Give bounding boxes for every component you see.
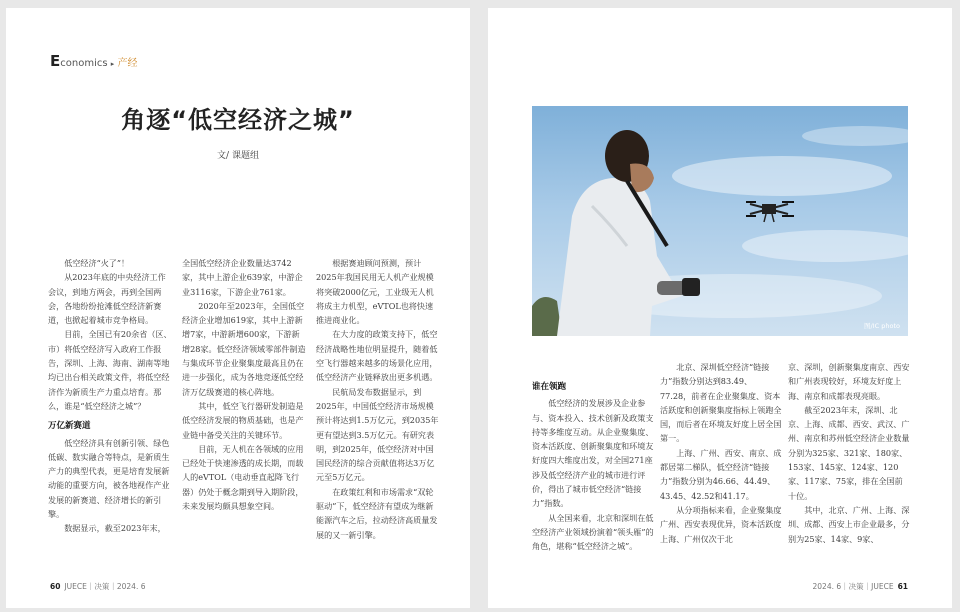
paragraph: 在大力度的政策支持下，低空经济战略性地位明显提升，随着低空飞行器越来越多的场景化应用，低空经济产业链释放出更多机遇。 (316, 329, 438, 383)
paragraph: 上海、广州、西安、南京、成都居第二梯队，低空经济“链接力”指数分别为46.66、44.49、43.45、42.52和41.17。 (660, 447, 782, 501)
section-name: conomics (60, 58, 108, 69)
paragraph: 低空经济“火了”！ (64, 258, 130, 268)
right-footer (813, 581, 908, 592)
drone-shape (746, 202, 794, 222)
subheading: 谁在领跑 (532, 382, 567, 392)
paragraph: 在政策红利和市场需求“双轮驱动”下，低空经济有望成为继新能源汽车之后，拉动经济高质量发展的又一新引擎。 (316, 486, 438, 540)
paragraph: 京、深圳，创新聚集度南京、西安和广州表现较好，环境友好度上海、南京和成都表现亮眼。 (788, 362, 910, 401)
footer-text: JUECE｜决策｜2024. 6 (64, 582, 146, 591)
section-header (50, 52, 137, 70)
left-column-1 (48, 256, 172, 536)
left-footer (50, 581, 145, 592)
paragraph: 目前，无人机在各领域的应用已经处于快速渗透的成长期，而载人的eVTOL（电动垂直起降飞行器）仍处于概念期到导入期阶段，未来发展均颇具想象空间。 (182, 443, 304, 512)
paragraph: 民航局发布数据显示，到2025年，中国低空经济市场规模预计将达到1.5万亿元，到2035年更有望达到3.5万亿元。有研究表明，到2025年，低空经济对中国国民经济的综合贡献值将达3万亿元至5万亿元。 (316, 386, 439, 483)
right-page (488, 8, 952, 608)
paragraph: 低空经济具有创新引领、绿色低碳、数实融合等特点，是新质生产力的典型代表，更是培育发展新动能的重要方向，被各地视作产业发展的新赛道、经济增长的新引擎。 (48, 437, 170, 520)
paragraph: 截至2023年末，深圳、北京、上海、成都、西安、武汉、广州、南京和苏州低空经济企业数量分别为325家、321家、180家、153家、145家、124家、120家、117家、75家，排在全国前十位。 (788, 404, 910, 501)
paragraph: 从分项指标来看，企业聚集度广州、西安表现优异，资本活跃度上海、广州仅次于北 (660, 504, 782, 544)
photo-credit: 图/IC photo (864, 322, 900, 330)
subheading: 万亿新赛道 (48, 421, 91, 432)
paragraph: 目前，全国已有20余省（区、市）将低空经济写入政府工作报告，深圳、上海、海南、湖南等地均已出台相关政策文件，将低空经济作为新质生产力重点培育。那么，谁是“低空经济之城”？ (48, 329, 172, 411)
paragraph: 北京、深圳低空经济“链接力”指数分别达到83.49、77.28，前者在企业聚集度、资本活跃度和创新聚集度指标上领跑全国，而后者在环境友好度上居全国第一。 (660, 362, 782, 444)
byline: 文/ 课题组 (217, 151, 259, 161)
right-column-1 (532, 374, 654, 554)
left-page (6, 8, 470, 608)
paragraph: 全国低空经济企业数量达3742家，其中上游企业639家，中游企业3116家，下游企业761家。 (182, 258, 303, 297)
right-column-3 (788, 360, 910, 546)
drone-photo (532, 106, 908, 336)
section-arrow-icon: ▸ (110, 60, 115, 68)
section-tag: 产经 (117, 58, 138, 69)
right-column-2 (660, 360, 782, 546)
paragraph: 低空经济的发展涉及企业参与、资本投入、技术创新及政策支持等多维度互动。从企业聚集度、资本活跃度、创新聚集度和环境友好度四大维度出发，对全国271座涉及低空经济产业的城市进行评价，得出了城市低空经济“链接力”指数。 (532, 398, 654, 509)
paragraph: 其中，低空飞行器研发制造是低空经济发展的物质基础，也是产业链中备受关注的关键环节。 (182, 400, 304, 440)
page-number: 60 (50, 582, 61, 591)
paragraph: 从全国来看，北京和深圳在低空经济产业领域扮演着“领头雁”的角色，堪称“低空经济之城”。 (532, 512, 654, 552)
section-letter: E (50, 52, 61, 70)
footer-text: 2024. 6｜决策｜JUECE (812, 582, 894, 591)
left-column-2 (182, 256, 306, 513)
page-number: 61 (897, 582, 908, 591)
paragraph: 其中，北京、广州、上海、深圳、成都、西安上市企业最多，分别为25家、14家、9家、 (788, 504, 910, 544)
paragraph: 从2023年底的中央经济工作会议，到地方两会，再到全国两会，各地纷纷抢滩低空经济新赛道，也掀起着城市竞争格局。 (48, 272, 166, 326)
article-title: 角逐“低空经济之城” (121, 106, 355, 134)
left-column-3 (316, 256, 440, 542)
photo-illustration (532, 106, 908, 336)
paragraph: 根据赛迪顾问预测，预计2025年我国民用无人机产业规模将突破2000亿元，工业级无人机将成主力机型，eVTOL也将快速推进商业化。 (316, 258, 434, 326)
paragraph: 2020年至2023年，全国低空经济企业增加619家，其中上游新增7家，中游新增600家，下游新增28家。低空经济领域零部件制造与集成环节企业聚集度最高且仍在进一步强化，成为各地竞逐低空经济万亿级赛道的核心阵地。 (182, 300, 306, 397)
paragraph: 数据显示，截至2023年末， (64, 523, 166, 534)
